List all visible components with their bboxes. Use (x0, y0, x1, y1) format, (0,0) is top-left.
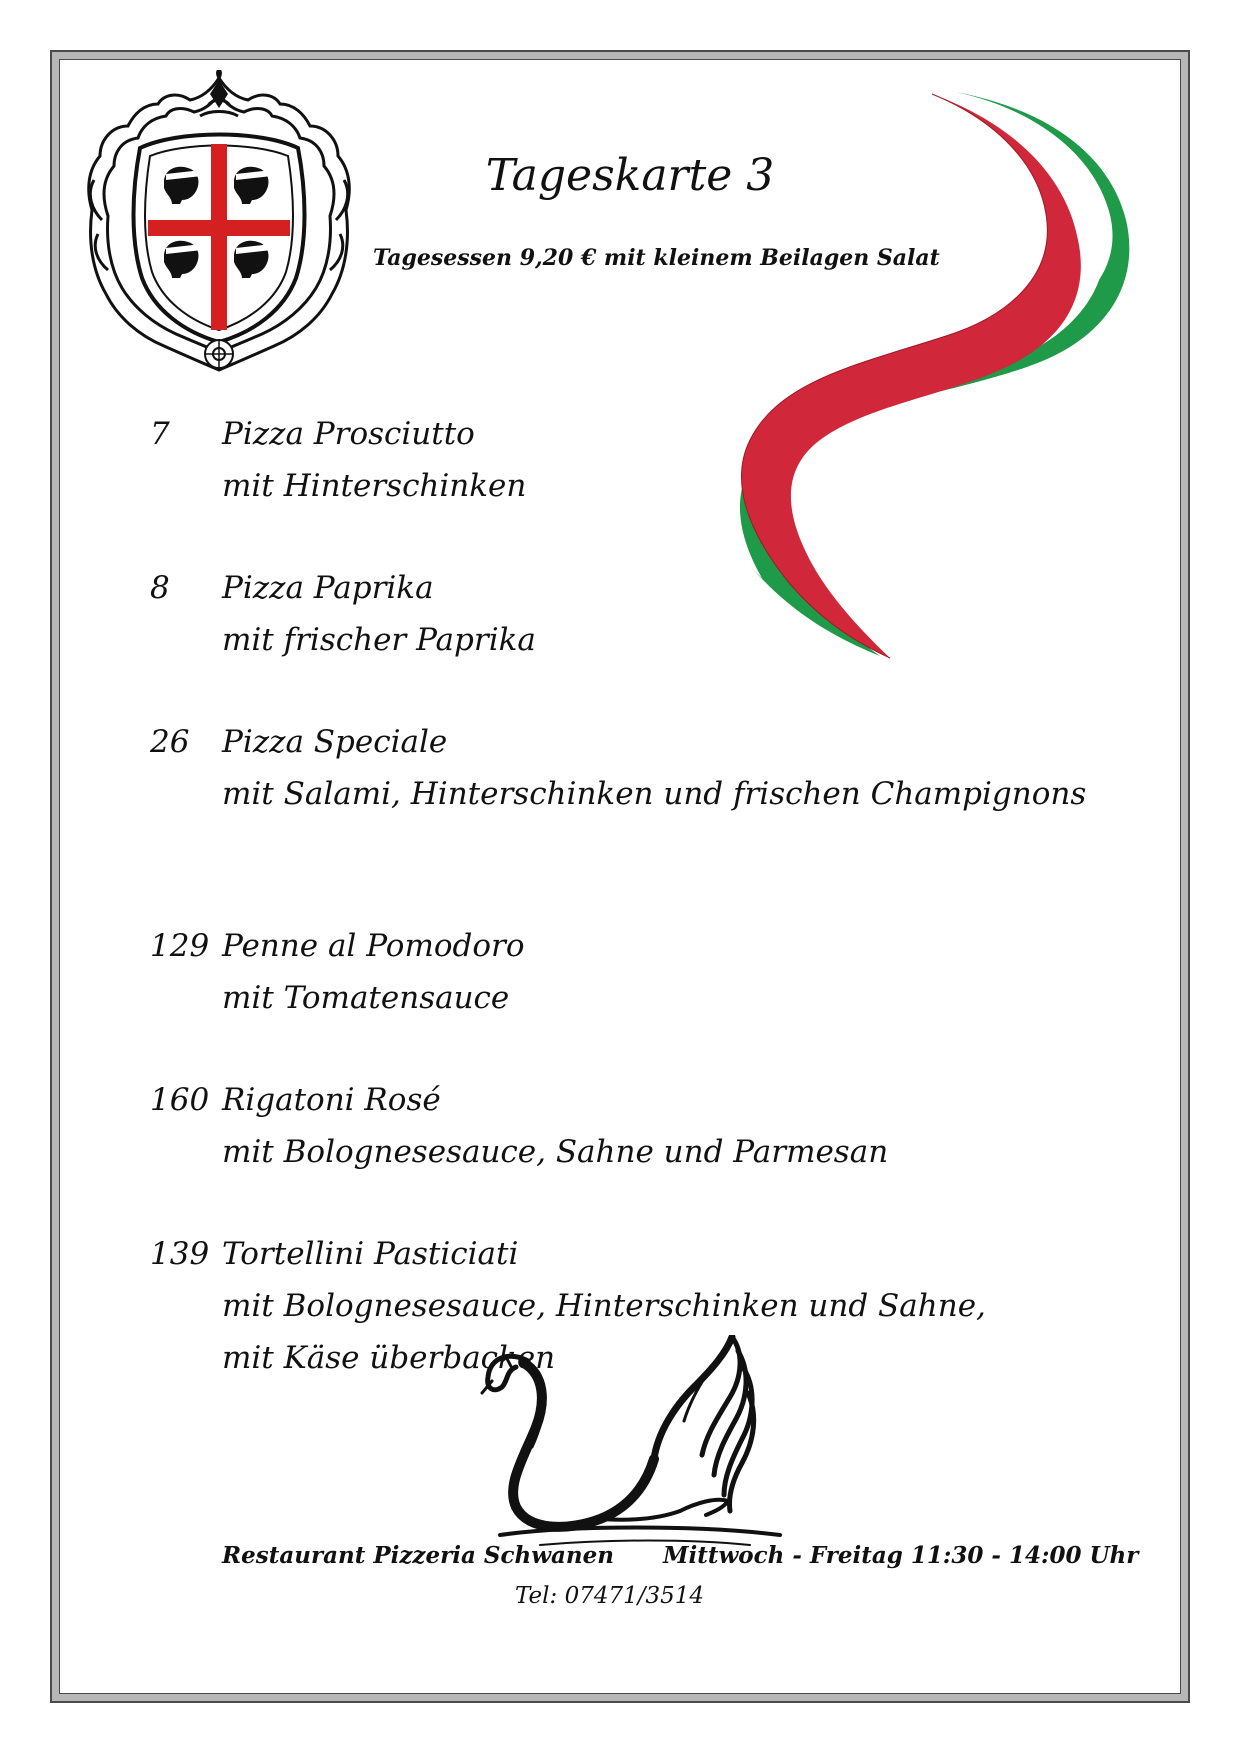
menu-item (150, 408, 1050, 512)
menu-item-name: Tortellini Pasticiati (222, 1236, 519, 1272)
menu-item (150, 920, 1050, 1024)
menu-item (150, 562, 1050, 666)
menu-item-number: 26 (150, 724, 190, 760)
sardinia-four-moors-crest-icon (78, 70, 360, 380)
menu-item-name: Rigatoni Rosé (222, 1082, 441, 1118)
menu-item-description: mit Tomatensauce (222, 980, 510, 1016)
menu-title: Tageskarte 3 (485, 150, 775, 201)
menu-item-description: mit Käse überbacken (222, 1340, 556, 1376)
menu-item-name: Pizza Speciale (222, 724, 448, 760)
menu-item-number: 129 (150, 928, 210, 964)
telephone: Tel: 07471/3514 (515, 1583, 705, 1609)
menu-item-description: mit Salami, Hinterschinken und frischen Champignons (222, 776, 1087, 812)
menu-item-name: Penne al Pomodoro (222, 928, 525, 964)
restaurant-name: Restaurant Pizzeria Schwanen (222, 1542, 614, 1569)
menu-list (150, 408, 1087, 1384)
menu-item (150, 716, 1087, 820)
menu-item-name: Pizza Paprika (222, 570, 434, 606)
menu-item-number: 7 (150, 416, 170, 452)
menu-item-description: mit frischer Paprika (222, 622, 536, 658)
menu-item (150, 1074, 1050, 1178)
menu-item-description: mit Bolognesesauce, Sahne und Parmesan (222, 1134, 889, 1170)
menu-subtitle: Tagesessen 9,20 € mit kleinem Beilagen Salat (373, 245, 940, 271)
menu-item-number: 160 (150, 1082, 210, 1118)
opening-hours: Mittwoch - Freitag 11:30 - 14:00 Uhr (663, 1542, 1139, 1569)
menu-item-name: Pizza Prosciutto (222, 416, 475, 452)
menu-item-description: mit Bolognesesauce, Hinterschinken und Sahne, (222, 1288, 986, 1324)
swan-logo-icon (480, 1335, 810, 1550)
menu-item-description: mit Hinterschinken (222, 468, 527, 504)
menu-item-number: 8 (150, 570, 170, 606)
menu-item-number: 139 (150, 1236, 210, 1272)
